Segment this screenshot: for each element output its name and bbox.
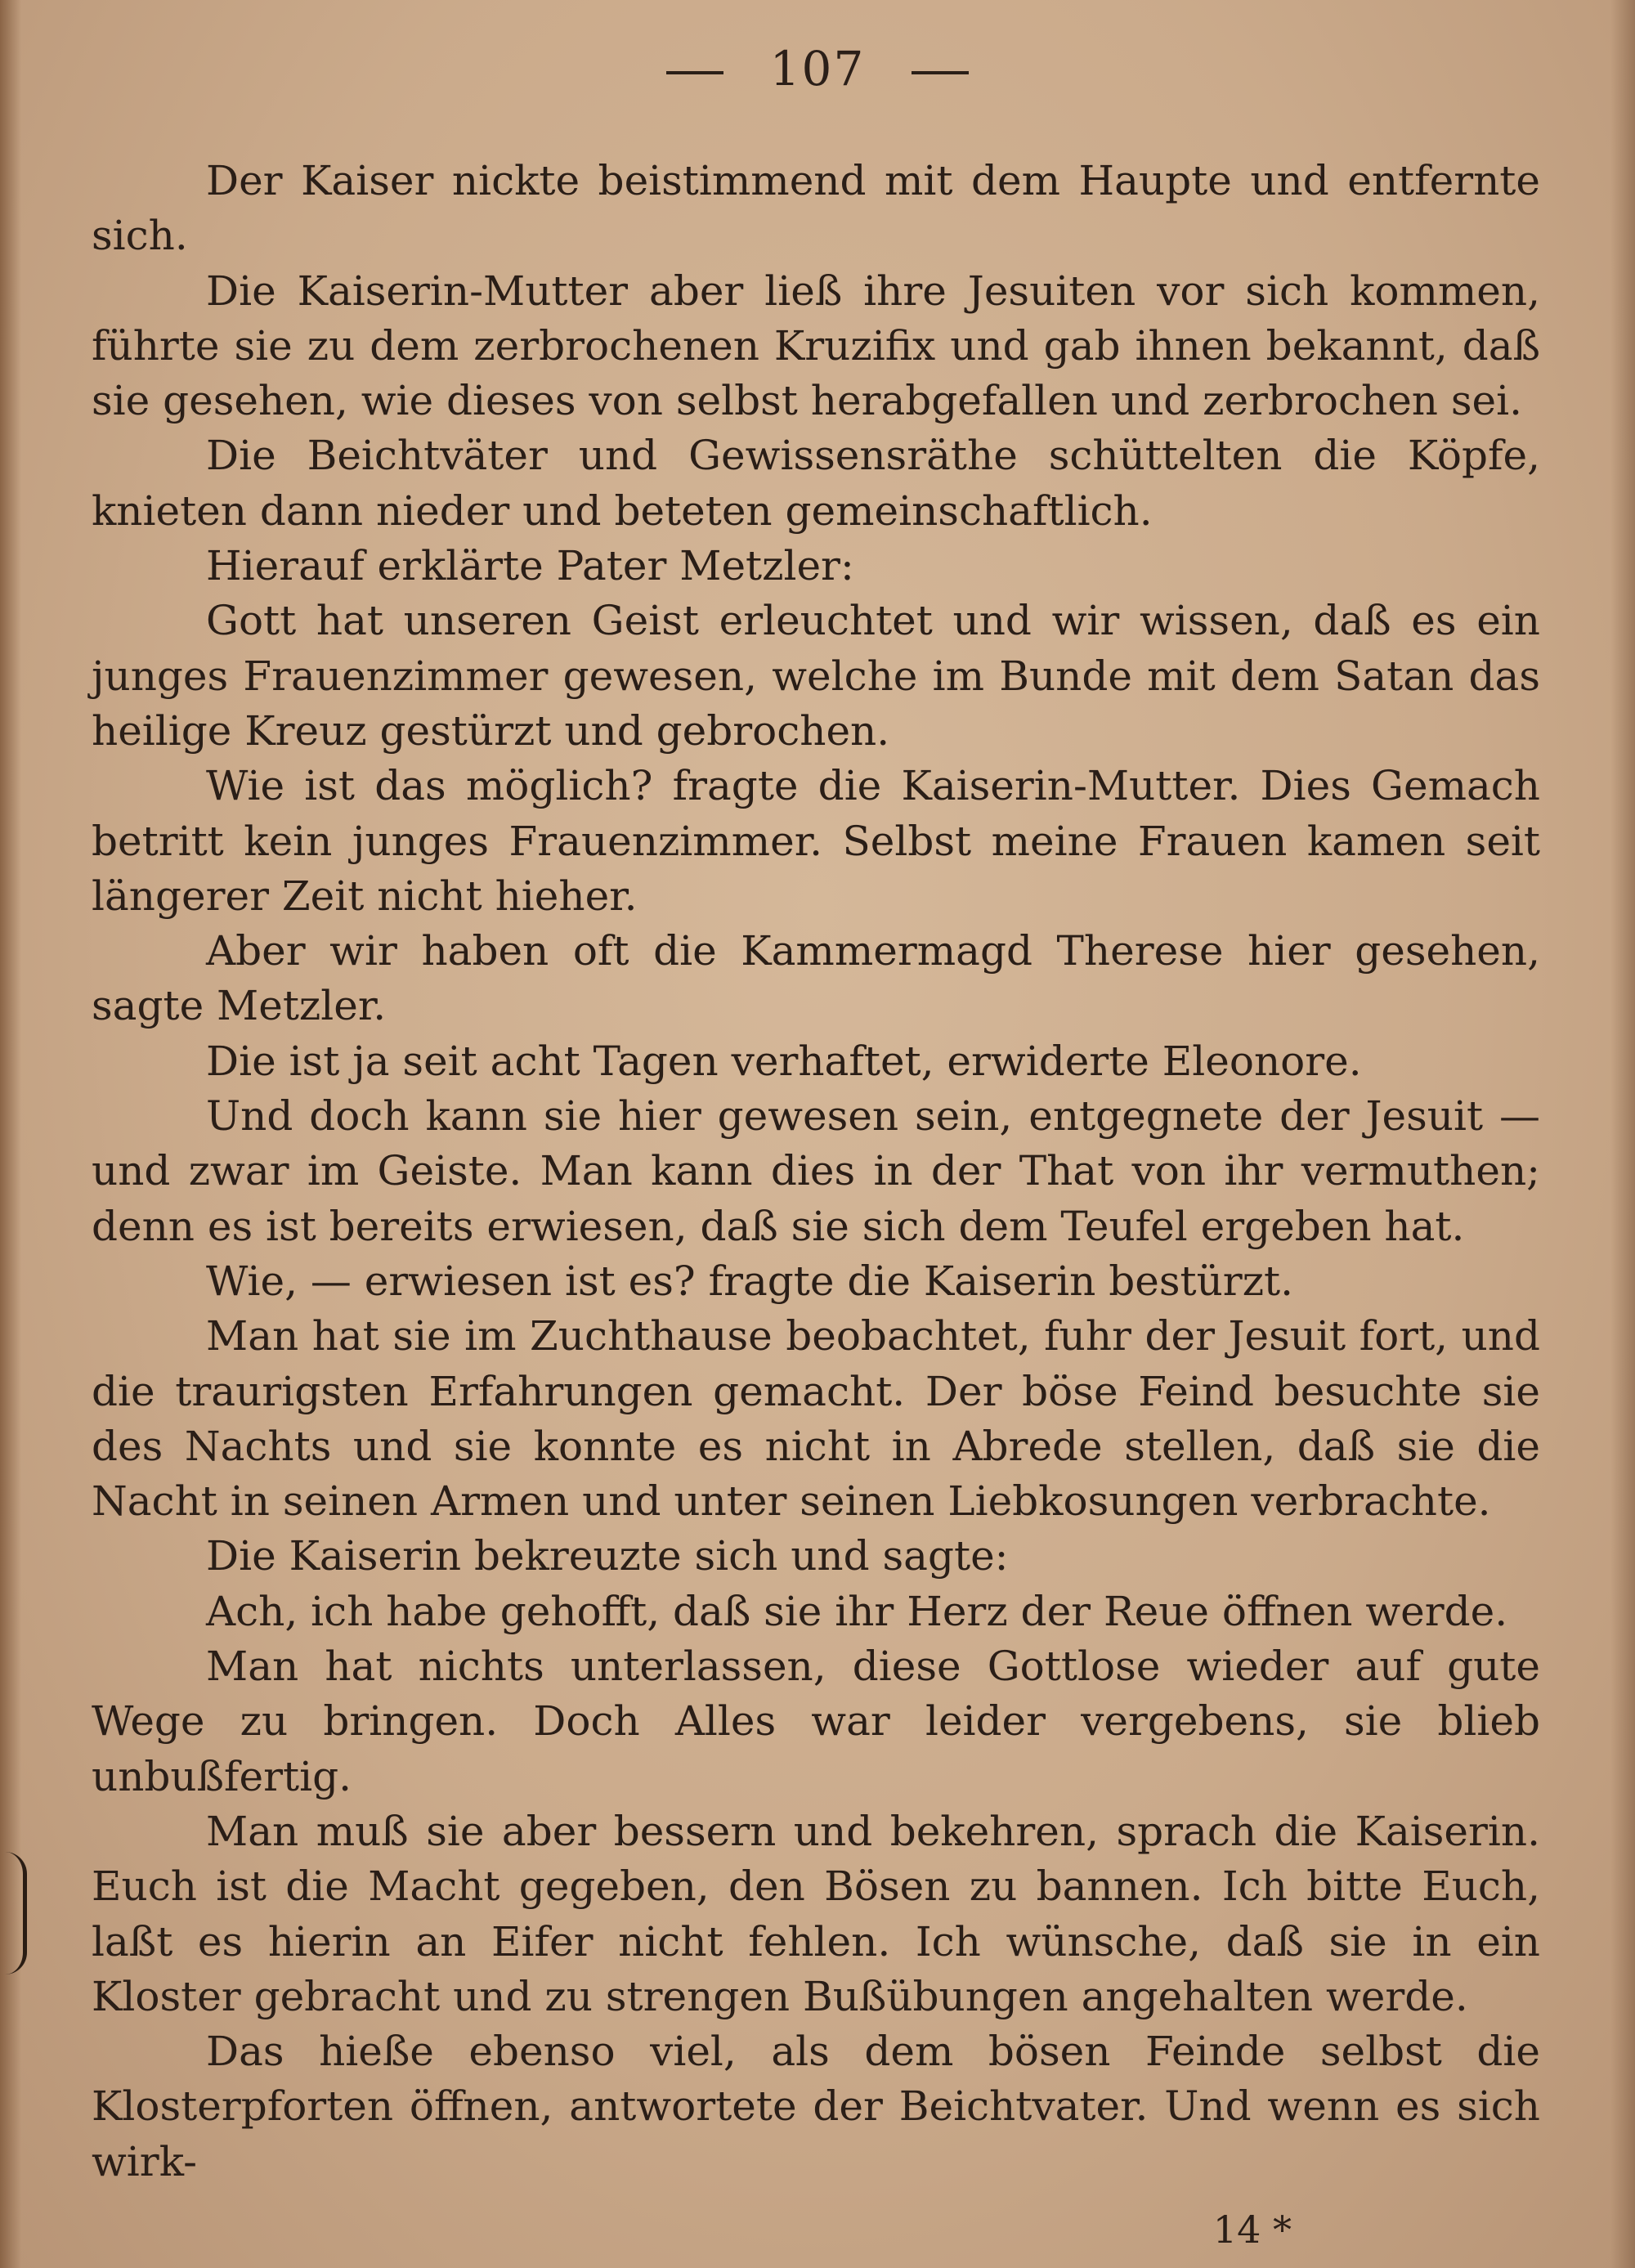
- paragraph: Die Kaiserin bekreuzte sich und sagte:: [206, 1532, 1009, 1580]
- paragraph: Der Kaiser nickte beistimmend mit dem Haupte und entfernte sich.: [92, 157, 1540, 260]
- page-edge-shadow: [1610, 0, 1635, 2268]
- paragraph: Aber wir haben oft die Kammermagd Therese hier gesehen, sagte Metzler.: [92, 927, 1540, 1030]
- paragraph: Man hat nichts unterlassen, diese Gottlose wieder auf gute Wege zu bringen. Doch Alles war leider vergebens, sie blieb unbußfertig.: [92, 1643, 1540, 1800]
- header-dash-left: [666, 71, 723, 74]
- paragraph: Hierauf erklärte Pater Metzler:: [206, 542, 854, 590]
- paragraph: Die Beichtväter und Gewissensräthe schüttelten die Köpfe, knieten dann nieder und beteten gemeinschaftlich.: [92, 432, 1540, 535]
- body-text: [92, 154, 1540, 2190]
- paragraph: Und doch kann sie hier gewesen sein, entgegnete der Jesuit — und zwar im Geiste. Man kann dies in der That von ihr vermuthen; denn es ist bereits erwiesen, daß sie sich dem Teufel ergeben hat.: [92, 1092, 1540, 1250]
- paragraph: Die ist ja seit acht Tagen verhaftet, erwiderte Eleonore.: [206, 1037, 1362, 1085]
- margin-bracket-mark: [5, 1852, 27, 1974]
- paragraph: Wie, — erwiesen ist es? fragte die Kaiserin bestürzt.: [206, 1257, 1294, 1305]
- paragraph: Ach, ich habe gehofft, daß sie ihr Herz der Reue öffnen werde.: [206, 1587, 1508, 1635]
- page-header: [0, 41, 1635, 96]
- signature-mark: 14 *: [1212, 2207, 1292, 2252]
- paragraph: Man muß sie aber bessern und bekehren, sprach die Kaiserin. Euch ist die Macht gegeben, den Bösen zu bannen. Ich bitte Euch, laßt es hierin an Eifer nicht fehlen. Ich wünsche, daß sie in ein Kloster gebracht und zu strengen Bußübungen angehalten werde.: [92, 1807, 1540, 2020]
- paragraph: Die Kaiserin-Mutter aber ließ ihre Jesuiten vor sich kommen, führte sie zu dem zerbrochenen Kruzifix und gab ihnen bekannt, daß sie gesehen, wie dieses von selbst herabgefallen und zerbrochen sei.: [92, 267, 1540, 425]
- paragraph: Das hieße ebenso viel, als dem bösen Feinde selbst die Klosterpforten öffnen, antwortete der Beichtvater. Und wenn es sich wirk-: [92, 2028, 1540, 2185]
- paragraph: Gott hat unseren Geist erleuchtet und wir wissen, daß es ein junges Frauenzimmer gewesen, welche im Bunde mit dem Satan das heilige Kreuz gestürzt und gebrochen.: [92, 597, 1540, 755]
- page-number: 107: [769, 41, 866, 96]
- header-dash-right: [912, 71, 969, 74]
- paragraph: Man hat sie im Zuchthause beobachtet, fuhr der Jesuit fort, und die traurigsten Erfahrungen gemacht. Der böse Feind besuchte sie des Nachts und sie konnte es nicht in Abrede stellen, daß sie die Nacht in seinen Armen und unter seinen Liebkosungen verbrachte.: [92, 1312, 1540, 1526]
- paragraph: Wie ist das möglich? fragte die Kaiserin-Mutter. Dies Gemach betritt kein junges Frauenzimmer. Selbst meine Frauen kamen seit längerer Zeit nicht hieher.: [92, 762, 1540, 920]
